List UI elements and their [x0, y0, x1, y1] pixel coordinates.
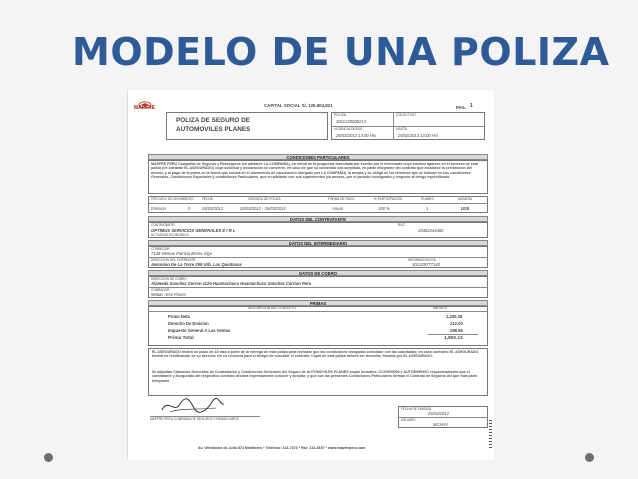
section-cobro: DATOS DE COBRO	[148, 270, 488, 276]
prima-total-label: Prima Total	[168, 336, 194, 341]
derecho-emision-label: Derecho De Emision	[168, 321, 209, 326]
emision-value: 26/03/2012	[428, 411, 449, 416]
section-condiciones: CONDICIONES PARTICULARES	[148, 154, 488, 160]
val-forma: Anual	[332, 206, 343, 211]
actividad-label: ACTIVIDAD ECONOMICA	[151, 233, 189, 237]
cobrador-label: COBRADOR	[151, 288, 170, 292]
val-mov: 0	[188, 206, 191, 211]
primas-amount-header: IMPORTE	[433, 306, 448, 310]
val-fecha: 26/03/2012	[202, 206, 223, 211]
cobrador-value: Matias Arce Flores	[151, 292, 186, 297]
poliza-number: 3011220000213	[336, 119, 366, 124]
doc-title-line2: AUTOMOVILES PLANES	[176, 126, 251, 133]
val-tipo: Emision	[151, 206, 166, 211]
prima-neta-amount: 1,200.28	[446, 314, 463, 319]
section-intermediario: DATOS DEL INTERMEDIARIO	[148, 240, 488, 246]
poliza-label: POLIZA	[334, 113, 347, 117]
page-number: 1	[470, 103, 473, 109]
hasta-label: HASTA	[396, 127, 408, 131]
telefono-value: 301209777140	[412, 262, 440, 267]
hdr-tipo-mov: TIPO MOV. DE MOVIMIENTO	[151, 197, 194, 201]
policy-document	[127, 90, 494, 460]
hdr-planes: PLANES	[421, 197, 434, 201]
signature-image	[158, 396, 228, 416]
capital-social: CAPITAL SOCIAL S/. 125,904,821	[264, 103, 333, 108]
hdr-participacion: % PARTICIPACIÓN	[374, 197, 402, 201]
section-primas: PRIMAS	[148, 300, 488, 306]
direccion-corredor: Jeronimo De La Torre 259 Urb. Las Quintanas	[151, 262, 242, 267]
val-moneda: US$	[461, 206, 470, 211]
firma-caption: MAPFRE PERU COMPAÑIA DE SEGUROS Y REASEGUROS	[150, 417, 239, 421]
corredor-label: CORREDOR	[151, 247, 170, 251]
movement-table	[148, 196, 488, 213]
usuario-label: USUARIO	[401, 418, 416, 422]
condiciones-text: MAPFRE PERU Compañía de Seguros y Reaseguros (en adelante LA COMPAÑIA), en virtud de la propuesta formulada por escrito por el interesado cuyo nombre aparece en el anverso de esta póliza (en adelante EL ASEGURADO) cuya solicitud y declaración se convierte, en caso de que su contenido sea aceptado, en parte integrante del contrato que establece la celebración del mismo; y al pago de la prima en la forma que consta en el documento de cancelación otorgado por LA COMPAÑIA, la acepta y se obliga en los términos que se indican en sus condiciones Generales, Condiciones Especiales y condiciones Particulares, que en adelante con sus suplementos y/o anexos, por el periodo consignado y respecto al riesgo especificado.	[151, 162, 478, 179]
usuario-value: MCHAV	[433, 422, 448, 427]
colectivo-label: COLECTIVO	[396, 113, 416, 117]
mapfre-logo-icon	[138, 96, 152, 104]
brand-name: MAPFRE	[134, 105, 156, 111]
vigencia-label: VIGENCIA DESDE	[334, 127, 363, 131]
contratante-label: CONTRATANTE	[151, 223, 175, 227]
doc-title-line1: POLIZA DE SEGURO DE	[176, 117, 250, 124]
prima-neta-label: Prima Neta	[168, 314, 190, 319]
contratante-name: OPTIMUS SERVICIOS GENERALES E I R L	[151, 228, 236, 233]
ruc-value: 20482244482	[418, 228, 444, 233]
igv-label: Impuesto General A Las Ventas	[168, 328, 231, 333]
side-reference-strip	[489, 420, 492, 450]
hdr-vigencia: VIGENCIA DE POLIZA	[248, 197, 281, 201]
footer-address: Av. Veintiocho de Julio 873 Miraflores * Teléfono: 213-7373 * Fax: 213-9197 * www.mapfreperu.com	[198, 446, 366, 450]
hdr-fecha: FECHA	[202, 197, 213, 201]
val-planes: 1	[426, 206, 429, 211]
val-vigencia: 26/03/2012 - 26/03/2013	[240, 206, 286, 211]
prima-total-amount: 1,900.13	[444, 336, 463, 341]
derecho-emision-amount: 212.00	[450, 321, 463, 326]
primas-desc-header: DESCRIPCION DEL CONCEPTO	[248, 306, 296, 310]
ruc-label: RUC	[398, 223, 405, 227]
igv-amount: 288.65	[450, 328, 463, 333]
footer-text-plazo: EL ASEGURADO tendrá un plazo de 15 días a partir de la entrega de esta póliza para rechazar que las condiciones otorgadas coincidan con las solicitadas; en caso contrario EL ASEGURADO tendrá en rectificación de su derecho sin su renuncia para el tiempo de suscribir el contrato. Copia de esta póliza deberá ser devuelta, firmada por EL ASEGURADO.	[152, 350, 479, 359]
corredor-name: 7148-Stenue Patricia Brena Vigo	[151, 251, 212, 256]
hdr-moneda: MONEDA	[458, 197, 472, 201]
page-label: PAG.	[456, 105, 466, 110]
emision-label: FECHA DE EMISION	[401, 407, 432, 411]
footer-text-clausulas: Se adjuntan Cláusulas Generales de Contratación y Condiciones Generales del Seguro de AUTOMOVILES PLANES según formatos: CCGSH0093 y AUTGE5969SC respectivamente que el contratante y Asegurado del respectivo contrato declara expresamente conocer y aceptar, y que con las presentes Condiciones Particulares forman el Contrato de Seguros del que ésta parte integrante.	[152, 370, 478, 383]
slide-title: MODELO DE UNA POLIZA	[72, 30, 610, 74]
telefono-label: INFORMACION DE	[408, 258, 436, 262]
direccion-cobro-label: DIRECCION DE COBRO	[151, 277, 187, 281]
hdr-forma-pago: FORMA DE PAGO	[328, 197, 355, 201]
vigencia-value: 26/03/2012 13:00 Hrs	[336, 133, 377, 138]
section-contratante: DATOS DEL CONTRATANTE	[148, 216, 488, 222]
direccion-cobro: Alameda Sanchez Cerron 1124 Huamachuco Huamachuco Sanchez Carrion Peru	[151, 281, 312, 286]
val-participacion: 100 %	[378, 206, 390, 211]
hasta-value: 26/03/2013 13:00 Hrs	[398, 133, 439, 138]
direccion-corredor-label: DIRECCION DEL CORREDOR	[151, 258, 196, 262]
right-decoration-dot	[585, 453, 594, 462]
left-decoration-dot	[44, 453, 53, 462]
